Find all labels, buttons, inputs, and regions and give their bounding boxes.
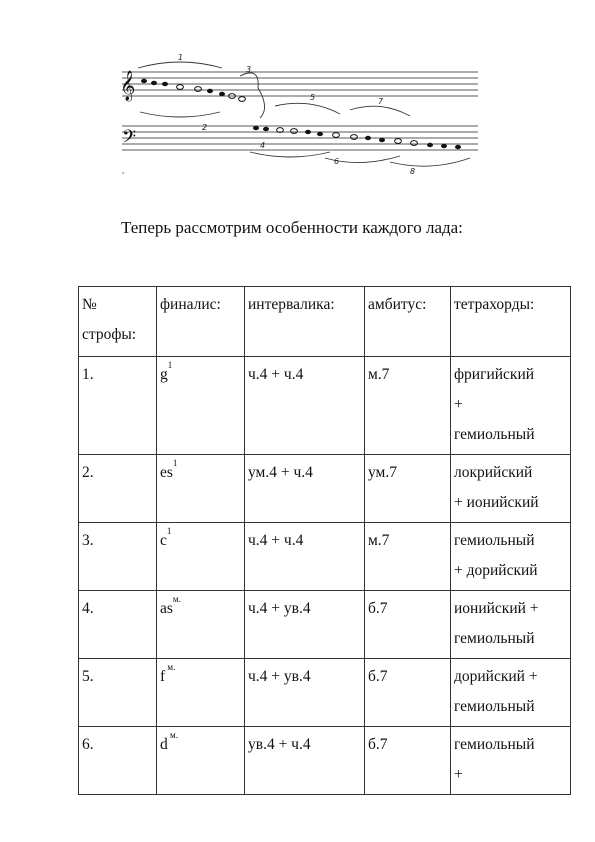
cell-finalis: $c^1$ [157, 523, 245, 591]
cell-tetrachords: гемиольный + дорийский [451, 523, 571, 591]
cell-finalis: $es^1$ [157, 455, 245, 523]
cell-tetrachords: фригийский + гемиольный [451, 357, 571, 455]
cell-ambitus: м.7 [365, 523, 451, 591]
cell-intervals: ум.4 + ч.4 [245, 455, 365, 523]
bracket-label: 5 [310, 93, 316, 102]
cell-finalis: f $^{м.}$ [157, 659, 245, 727]
bass-clef-icon: 𝄢 [122, 127, 137, 152]
bracket-label: 8 [410, 167, 416, 176]
cell-ambitus: б.7 [365, 591, 451, 659]
cell-ambitus: м.7 [365, 357, 451, 455]
cell-number: 2. [79, 455, 157, 523]
cell-number: 1. [79, 357, 157, 455]
header-num-word: строфы: [82, 326, 137, 343]
intro-text: Теперь рассмотрим особенности каждого лада: [121, 218, 463, 237]
header-finalis: финалис: [157, 287, 245, 357]
cell-finalis: d $^{м.}$ [157, 727, 245, 795]
cell-number: 5. [79, 659, 157, 727]
header-num-symbol: № [82, 296, 97, 313]
bracket-label: 4 [260, 141, 266, 150]
cell-intervals: ч.4 + ч.4 [245, 357, 365, 455]
cell-intervals: ч.4 + ув.4 [245, 659, 365, 727]
table-row [79, 523, 571, 591]
cell-intervals: ув.4 + ч.4 [245, 727, 365, 795]
bracket-label: 3 [246, 65, 252, 74]
header-strophe-number [79, 287, 157, 357]
cell-tetrachords: гемиольный + [451, 727, 571, 795]
bracket-label: 6 [334, 157, 340, 166]
bracket-label: 7 [378, 97, 384, 106]
bracket-label: 2 [202, 123, 208, 132]
cell-ambitus: ум.7 [365, 455, 451, 523]
cell-tetrachords: локрийский + ионийский [451, 455, 571, 523]
header-ambitus: амбитус: [365, 287, 451, 357]
cell-number: 4. [79, 591, 157, 659]
modes-table [78, 286, 571, 795]
cell-intervals: ч.4 + ч.4 [245, 523, 365, 591]
table-row [79, 727, 571, 795]
bracket-label: 1 [178, 53, 184, 62]
cell-tetrachords: ионийский + гемиольный [451, 591, 571, 659]
table-row [79, 659, 571, 727]
table-row [79, 591, 571, 659]
svg-text:°: ° [122, 172, 125, 178]
header-tetrachords: тетрахорды: [451, 287, 571, 357]
cell-ambitus: б.7 [365, 727, 451, 795]
cell-number: 3. [79, 523, 157, 591]
header-intervals: интервалика: [245, 287, 365, 357]
cell-number: 6. [79, 727, 157, 795]
cell-finalis: $as^{м.}$ [157, 591, 245, 659]
table-header-row [79, 287, 571, 357]
table-row [79, 455, 571, 523]
music-score-image [110, 48, 490, 188]
cell-ambitus: б.7 [365, 659, 451, 727]
table-row [79, 357, 571, 455]
cell-finalis: $g^1$ [157, 357, 245, 455]
cell-intervals: ч.4 + ув.4 [245, 591, 365, 659]
cell-tetrachords: дорийский + гемиольный [451, 659, 571, 727]
treble-clef-icon: 𝄞 [120, 71, 136, 101]
